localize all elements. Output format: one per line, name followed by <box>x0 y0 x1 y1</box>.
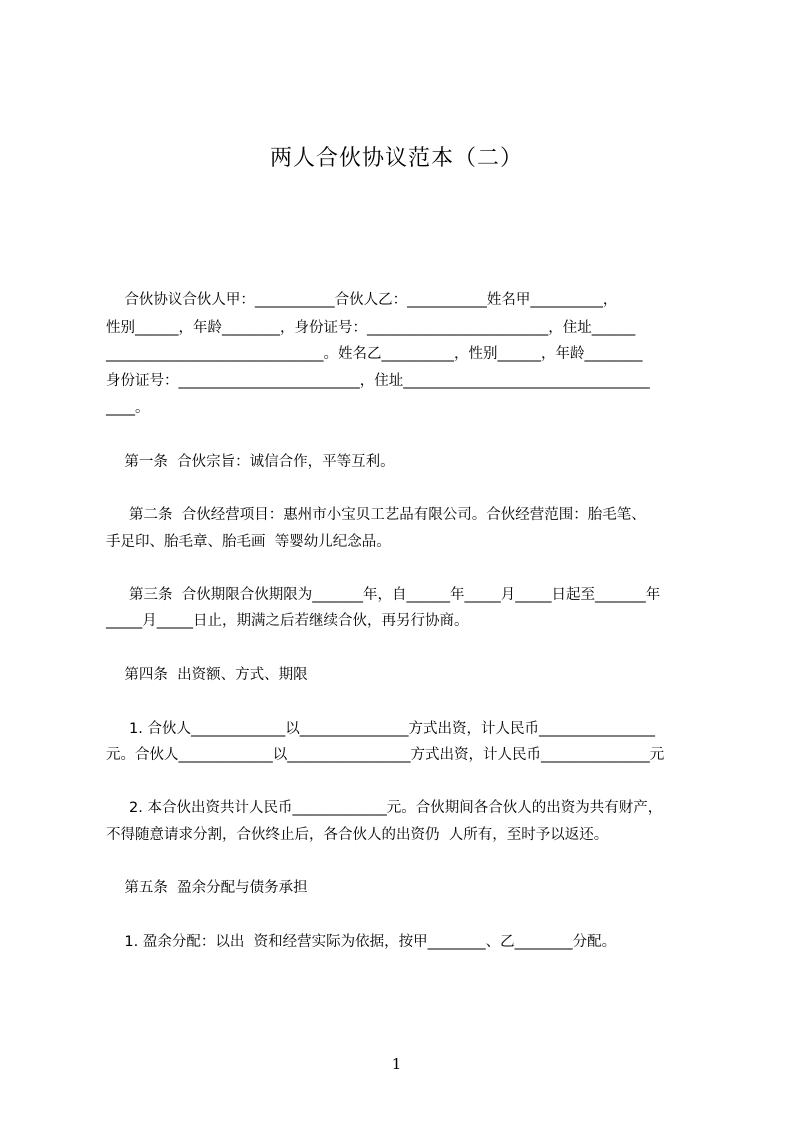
article-line: 第二条 合伙经营项目：惠州市小宝贝工艺品有限公司。合伙经营范围：胎毛笔、 <box>106 507 646 523</box>
intro-line: ______________________________。姓名乙__________，性别______，年龄________ <box>106 346 643 362</box>
intro-line: 合伙协议合伙人甲：___________合伙人乙：___________姓名甲__________， <box>106 292 618 308</box>
article-1: 第一条 合伙宗旨：诚信合作，平等互利。 <box>106 454 395 470</box>
article-line: 2. 本合伙出资共计人民币_____________元。合伙期间各合伙人的出资为共有财产， <box>106 800 663 816</box>
article-line: 元。合伙人_____________以_________________方式出资，计人民币_______________元 <box>106 747 665 763</box>
article-line: 第三条 合伙期限合伙期限为_______年，自______年_____月_____日起至_______年 <box>106 587 661 603</box>
article-5-item-1: 1. 盈余分配：以出 资和经营实际为依据，按甲________、乙________分配。 <box>106 934 617 950</box>
page-number: 1 <box>391 1055 402 1073</box>
article-line: 1. 合伙人_____________以_______________方式出资，计人民币________________ <box>106 721 655 737</box>
article-5-heading: 第五条 盈余分配与债务承担 <box>106 880 308 896</box>
article-line: 手足印、胎毛章、胎毛画 等婴幼儿纪念品。 <box>106 534 391 550</box>
intro-line: 性别______，年龄________，身份证号：_________________________，住址______ <box>106 320 636 336</box>
article-line: 不得随意请求分割，合伙终止后，各合伙人的出资仍 人所有，至时予以返还。 <box>106 827 609 843</box>
article-line: _____月_____日止，期满之后若继续合伙，再另行协商。 <box>106 613 469 629</box>
intro-line: ____。 <box>106 400 150 416</box>
article-4-heading: 第四条 出资额、方式、期限 <box>106 667 308 683</box>
intro-line: 身份证号：_________________________，住址__________________________________ <box>106 373 650 389</box>
page-title: 两人合伙协议范本（二） <box>269 146 523 171</box>
